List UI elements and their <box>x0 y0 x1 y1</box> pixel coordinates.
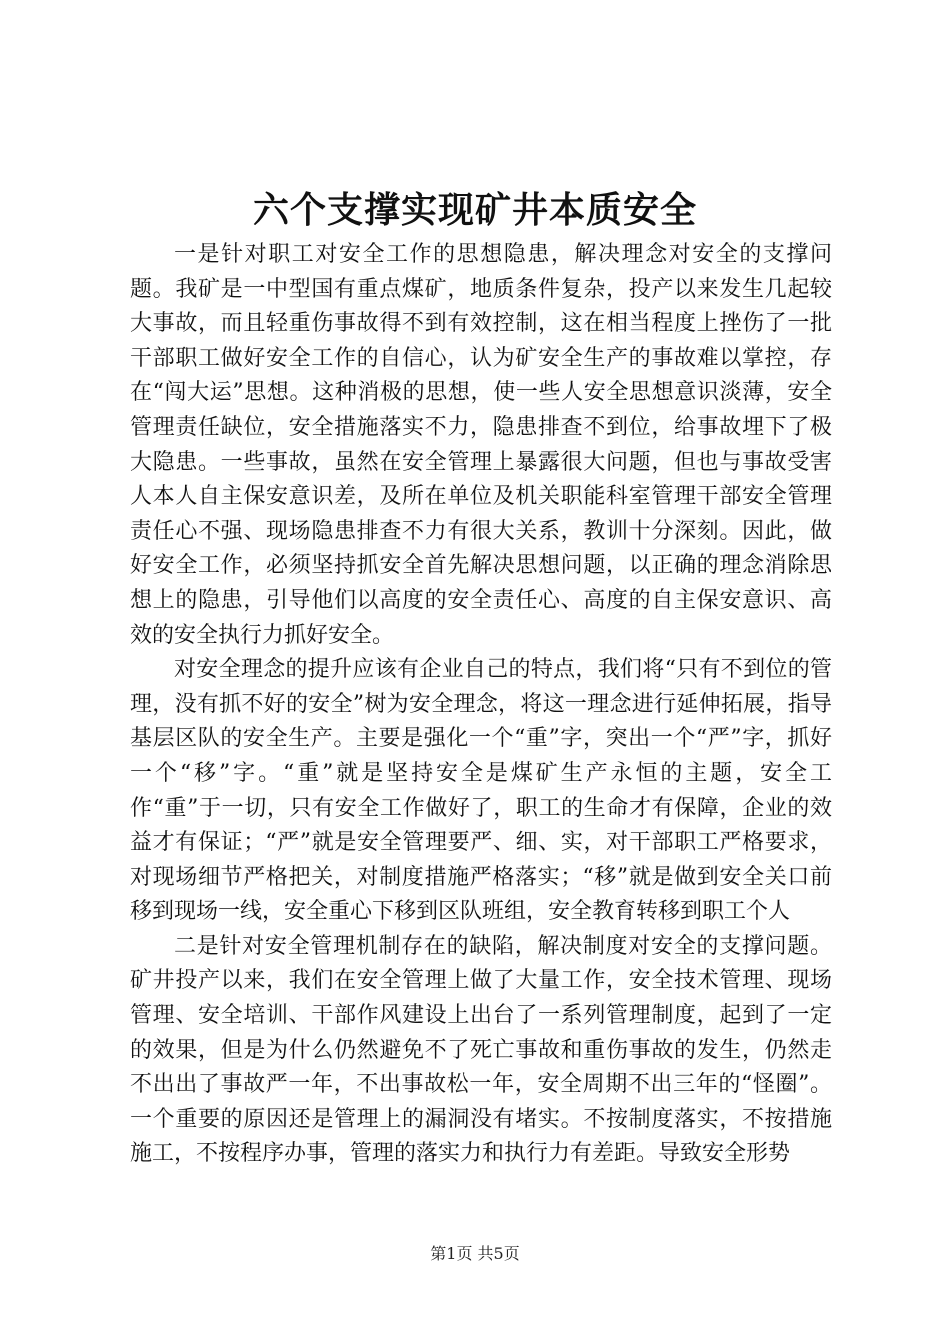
document-body <box>130 238 832 1172</box>
paragraph-3: 二是针对安全管理机制存在的缺陷，解决制度对安全的支撑问题。矿井投产以来，我们在安全管理上做了大量工作，安全技术管理、现场管理、安全培训、干部作风建设上出台了一系列管理制度，起到了一定的效果，但是为什么仍然避免不了死亡事故和重伤事故的发生，仍然走不出出了事故严一年，不出事故松一年，安全周期不出三年的“怪圈”。一个重要的原因还是管理上的漏洞没有堵实。不按制度落实，不按措施施工，不按程序办事，管理的落实力和执行力有差距。导致安全形势 <box>130 933 832 1167</box>
paragraph-2: 对安全理念的提升应该有企业自己的特点，我们将“只有不到位的管理，没有抓不好的安全”树为安全理念，将这一理念进行延伸拓展，指导基层区队的安全生产。主要是强化一个“重”字，突出一个“严”字，抓好一个“移”字。“重”就是坚持安全是煤矿生产永恒的主题，安全工作“重”于一切，只有安全工作做好了，职工的生命才有保障，企业的效益才有保证；“严”就是安全管理要严、细、实，对干部职工严格要求，对现场细节严格把关，对制度措施严格落实；“移”就是做到安全关口前移到现场一线，安全重心下移到区队班组，安全教育转移到职工个人 <box>130 657 832 925</box>
document-title: 六个支撑实现矿井本质安全 <box>252 189 697 231</box>
paragraph-1: 一是针对职工对安全工作的思想隐患，解决理念对安全的支撑问题。我矿是一中型国有重点煤矿，地质条件复杂，投产以来发生几起较大事故，而且轻重伤事故得不到有效控制，这在相当程度上挫伤了一批干部职工做好安全工作的自信心，认为矿安全生产的事故难以掌控，存在“闯大运”思想。这种消极的思想，使一些人安全思想意识淡薄，安全管理责任缺位，安全措施落实不力，隐患排查不到位，给事故埋下了极大隐患。一些事故，虽然在安全管理上暴露很大问题，但也与事故受害人本人自主保安意识差，及所在单位及机关职能科室管理干部安全管理责任心不强、现场隐患排查不力有很大关系，教训十分深刻。因此，做好安全工作，必须坚持抓安全首先解决思想问题，以正确的理念消除思想上的隐患，引导他们以高度的安全责任心、高度的自主保安意识、高效的安全执行力抓好安全。 <box>130 242 832 648</box>
page-footer: 第1页 共5页 <box>430 1244 520 1263</box>
